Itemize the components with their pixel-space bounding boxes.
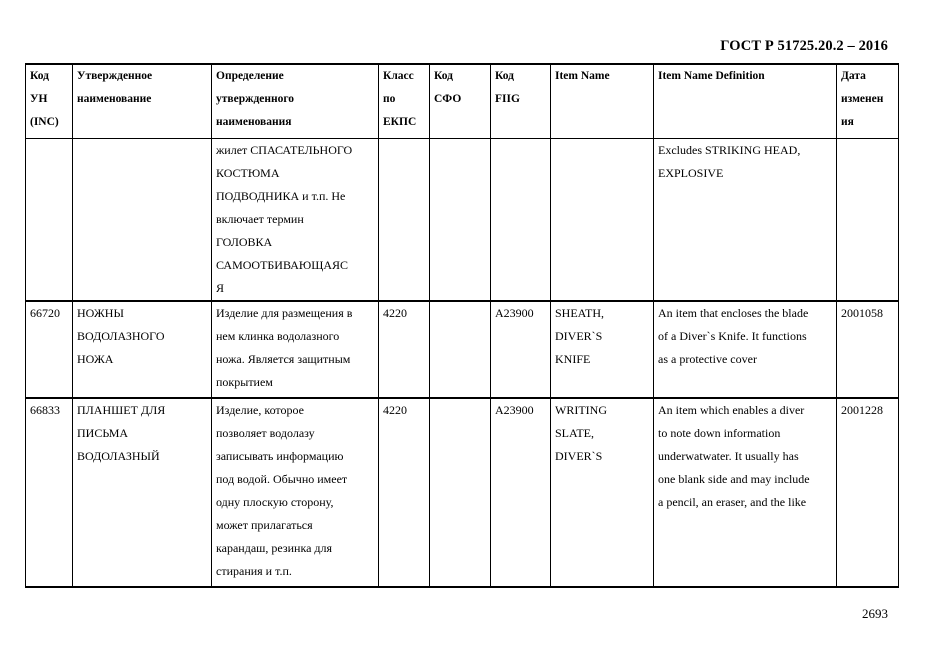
page-number: 2693 <box>862 606 888 621</box>
cell-date: 2001058 <box>837 301 899 398</box>
column-header-fiig: Код FIIG <box>491 64 551 138</box>
cell-fiig: A23900 <box>491 301 551 398</box>
column-header-item-name: Item Name <box>551 64 654 138</box>
table-row <box>26 301 899 398</box>
cell-item-name: WRITING SLATE, DIVER`S <box>551 398 654 587</box>
cell-item-name-definition: Excludes STRIKING HEAD, EXPLOSIVE <box>654 138 837 301</box>
cell-date: 2001228 <box>837 398 899 587</box>
cell-sfo <box>430 301 491 398</box>
table-row <box>26 398 899 587</box>
cell-approved-name: ПЛАНШЕТ ДЛЯ ПИСЬМА ВОДОЛАЗНЫЙ <box>73 398 212 587</box>
cell-inc: 66833 <box>26 398 73 587</box>
cell-definition: Изделие, которое позволяет водолазу записывать информацию под водой. Обычно имеет одну плоскую сторону, может прилагаться карандаш, резинка для стирания и т.п. <box>212 398 379 587</box>
cell-fiig: A23900 <box>491 398 551 587</box>
column-header-inc: Код УН (INC) <box>26 64 73 138</box>
cell-fiig <box>491 138 551 301</box>
document-standard-title: ГОСТ Р 51725.20.2 – 2016 <box>720 38 888 54</box>
column-header-class: Класс по ЕКПС <box>379 64 430 138</box>
cell-inc <box>26 138 73 301</box>
classification-table <box>25 63 899 588</box>
cell-inc: 66720 <box>26 301 73 398</box>
cell-sfo <box>430 398 491 587</box>
cell-definition: Изделие для размещения в нем клинка водолазного ножа. Является защитным покрытием <box>212 301 379 398</box>
cell-class <box>379 138 430 301</box>
column-header-item-name-definition: Item Name Definition <box>654 64 837 138</box>
cell-item-name-definition: An item that encloses the blade of a Diver`s Knife. It functions as a protective cover <box>654 301 837 398</box>
column-header-date: Дата изменен ия <box>837 64 899 138</box>
cell-sfo <box>430 138 491 301</box>
column-header-approved-name: Утвержденное наименование <box>73 64 212 138</box>
cell-approved-name <box>73 138 212 301</box>
cell-item-name-definition: An item which enables a diver to note down information underwatwater. It usually has one blank side and may include a pencil, an eraser, and the like <box>654 398 837 587</box>
cell-class: 4220 <box>379 301 430 398</box>
cell-item-name: SHEATH, DIVER`S KNIFE <box>551 301 654 398</box>
column-header-definition: Определение утвержденного наименования <box>212 64 379 138</box>
column-header-sfo: Код СФО <box>430 64 491 138</box>
table-header-row <box>26 64 899 138</box>
cell-date <box>837 138 899 301</box>
cell-definition: жилет СПАСАТЕЛЬНОГО КОСТЮМА ПОДВОДНИКА и т.п. Не включает термин ГОЛОВКА САМООТБИВАЮЩАЯС Я <box>212 138 379 301</box>
cell-item-name <box>551 138 654 301</box>
table-row <box>26 138 899 301</box>
cell-class: 4220 <box>379 398 430 587</box>
cell-approved-name: НОЖНЫ ВОДОЛАЗНОГО НОЖА <box>73 301 212 398</box>
